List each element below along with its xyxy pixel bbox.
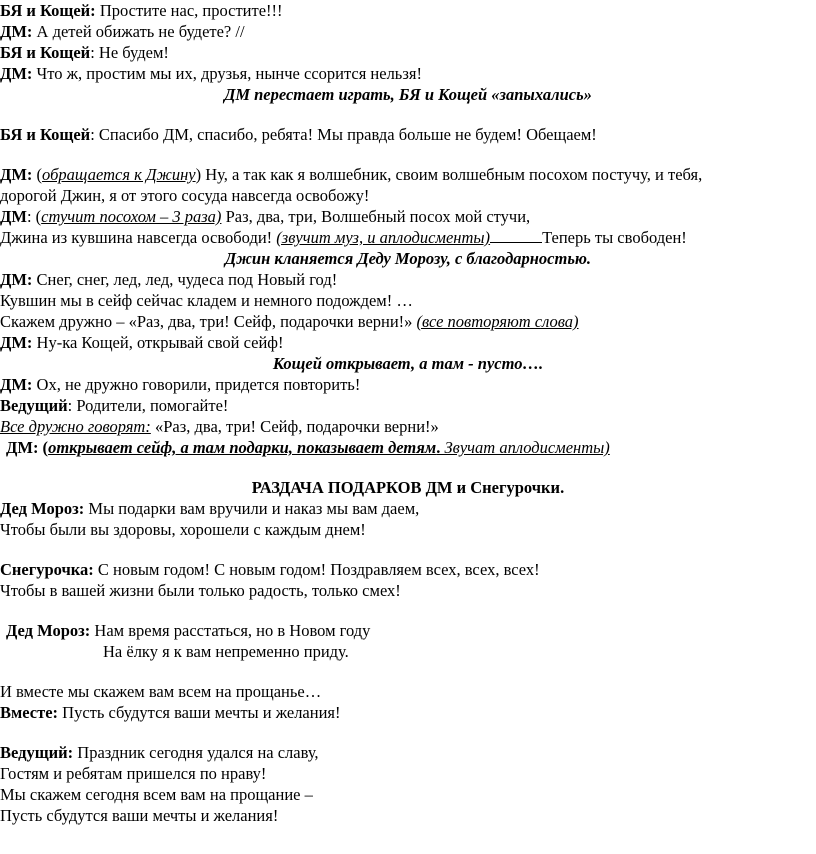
speech: Снег, снег, лед, лед, чудеса под Новый год! [32, 270, 338, 289]
speech: : Спасибо ДМ, спасибо, ребята! Мы правда больше не будем! Обещаем! [90, 125, 597, 144]
speech: ) Ну, а так как я волшебник, своим волшебным посохом постучу, и тебя, [195, 165, 703, 184]
speaker: Дед Мороз: [0, 499, 85, 518]
line-23: Чтобы были вы здоровы, хорошели с каждым днем! [0, 520, 366, 539]
line-4 [0, 63, 422, 85]
speech: Пусть сбудутся ваши мечты и желания! [58, 703, 341, 722]
speaker: ДМ [0, 207, 27, 226]
line-28: И вместе мы скажем вам всем на прощанье… [0, 682, 322, 701]
stage-direction: Кощей открывает, а там - пусто…. [272, 354, 544, 373]
speech: : Родители, помогайте! [67, 396, 229, 415]
line-33: Пусть сбудутся ваши мечты и желания! [0, 806, 279, 825]
line-6 [0, 124, 597, 146]
line-24 [0, 559, 540, 581]
line-10 [0, 227, 687, 249]
line-19 [0, 416, 439, 438]
remark: (все повторяют слова) [416, 312, 579, 331]
line-17 [0, 374, 360, 396]
speaker: ДМ: [0, 270, 33, 289]
speaker: БЯ и Кощей [0, 43, 91, 62]
speaker: ДМ: [0, 333, 33, 352]
speech: Мы подарки вам вручили и наказ мы вам даем, [84, 499, 420, 518]
line-31: Гостям и ребятам пришелся по нраву! [0, 764, 267, 783]
remark: Все дружно говорят: [0, 417, 151, 436]
punct: : ( [26, 207, 42, 226]
speech: Ох, не дружно говорили, придется повторить! [32, 375, 361, 394]
line-8: дорогой Джин, я от этого сосуда навсегда освобожу! [0, 186, 370, 205]
line-2 [0, 21, 245, 43]
stage-direction: ДМ перестает играть, БЯ и Кощей «запыхались» [224, 85, 592, 104]
line-32: Мы скажем сегодня всем вам на прощание – [0, 785, 313, 804]
speaker: БЯ и Кощей [0, 125, 91, 144]
remark: стучит посохом – 3 раза) [41, 207, 222, 226]
line-15 [0, 332, 283, 354]
punct: ( [32, 165, 43, 184]
speech: С новым годом! С новым годом! Поздравляем всех, всех, всех! [93, 560, 540, 579]
speaker: Ведущий [0, 396, 68, 415]
line-9 [0, 206, 530, 228]
line-18 [0, 395, 228, 417]
speech: А детей обижать не будете? // [32, 22, 245, 41]
speech: Нам время расстаться, но в Новом году [90, 621, 371, 640]
speech-end: Теперь ты свободен! [542, 228, 687, 247]
speech: Джина из кувшина навсегда освободи! [0, 228, 277, 247]
speech: : Не будем! [90, 43, 169, 62]
speech: Что ж, простим мы их, друзья, нынче ссорится нельзя! [32, 64, 422, 83]
speaker: ДМ: [0, 165, 33, 184]
remark: Звучат аплодисменты) [444, 438, 610, 457]
line-13: Кувшин мы в сейф сейчас кладем и немного подождем! … [0, 291, 413, 310]
remark: (звучит муз, и аплодисменты) [276, 228, 491, 247]
speaker: Ведущий: [0, 743, 74, 762]
speech: Ну-ка Кощей, открывай свой сейф! [32, 333, 284, 352]
speaker: БЯ и Кощей: [0, 1, 96, 20]
punct: . [436, 438, 445, 457]
speech: Раз, два, три, Волшебный посох мой стучи, [221, 207, 531, 226]
line-7 [0, 164, 702, 186]
speaker: ДМ: [0, 64, 33, 83]
speaker: ДМ: [0, 22, 33, 41]
stage-direction: Джин кланяется Деду Морозу, с благодарностью. [224, 249, 592, 268]
line-20 [6, 437, 610, 459]
line-26 [6, 620, 370, 642]
line-1 [0, 0, 283, 22]
section-heading: РАЗДАЧА ПОДАРКОВ ДМ и Снегурочки. [251, 478, 565, 497]
remark: открывает сейф, а там подарки, показывает детям [48, 438, 437, 457]
speech: Праздник сегодня удался на славу, [73, 743, 319, 762]
line-25: Чтобы в вашей жизни были только радость, только смех! [0, 581, 401, 600]
speaker: Снегурочка: [0, 560, 94, 579]
underline-blank [490, 228, 542, 243]
line-3 [0, 42, 169, 64]
punct: : ( [32, 438, 49, 457]
remark: обращается к Джину [42, 165, 196, 184]
speech: Скажем дружно – «Раз, два, три! Сейф, подарочки верни!» [0, 312, 417, 331]
line-30 [0, 742, 319, 764]
line-14 [0, 311, 579, 333]
line-29 [0, 702, 341, 724]
speech: Простите нас, простите!!! [95, 1, 283, 20]
line-27: На ёлку я к вам непременно приду. [103, 642, 349, 661]
speaker: ДМ [6, 438, 33, 457]
speaker: ДМ: [0, 375, 33, 394]
speaker: Вместе: [0, 703, 59, 722]
line-22 [0, 498, 419, 520]
speech: «Раз, два, три! Сейф, подарочки верни!» [150, 417, 439, 436]
line-12 [0, 269, 337, 291]
speaker: Дед Мороз: [6, 621, 91, 640]
